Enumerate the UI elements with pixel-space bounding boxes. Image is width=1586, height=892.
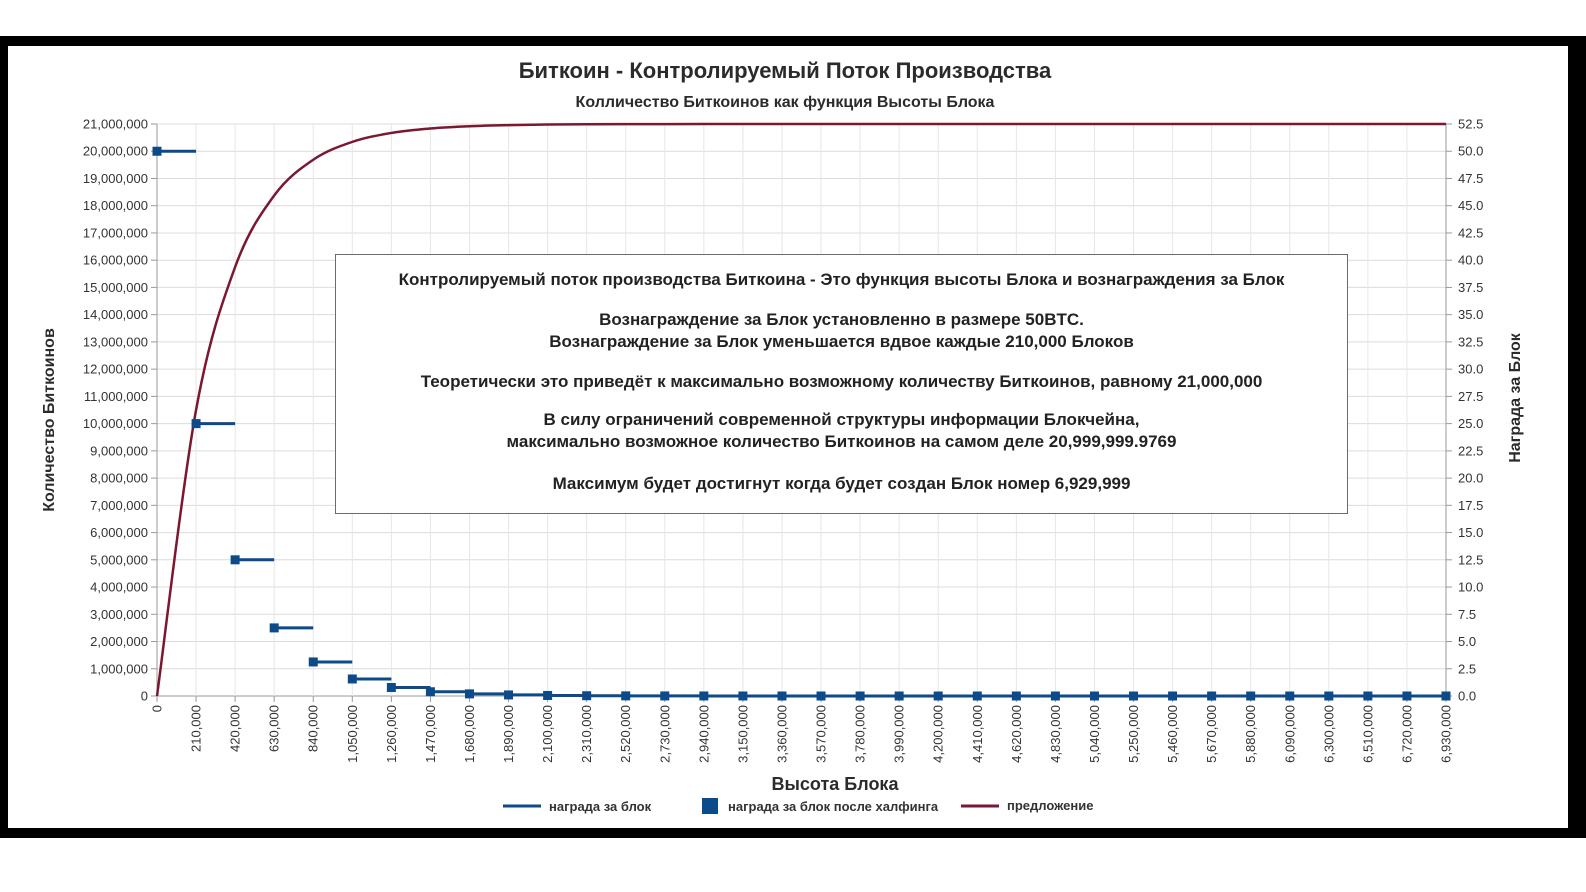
halving-marker <box>856 691 865 700</box>
y-tick-label-left: 8,000,000 <box>90 470 148 486</box>
halving-marker <box>1012 691 1021 700</box>
x-tick-label: 4,410,000 <box>969 705 985 763</box>
y-tick-label-left: 6,000,000 <box>90 525 148 541</box>
y-tick-label-right: 2.5 <box>1458 661 1477 677</box>
legend-label-reward: награда за блок <box>549 799 652 814</box>
x-tick-label: 420,000 <box>227 705 243 752</box>
legend-label-supply: предложение <box>1007 798 1094 813</box>
y-tick-label-left: 9,000,000 <box>90 443 148 459</box>
halving-marker <box>1246 692 1255 701</box>
legend <box>503 798 1093 814</box>
x-tick-label: 1,680,000 <box>461 705 477 763</box>
y-tick-label-left: 13,000,000 <box>82 334 148 350</box>
chart-title: Биткоин - Контролируемый Поток Производства <box>518 58 1052 83</box>
y-tick-label-right: 45.0 <box>1458 198 1484 214</box>
halving-marker <box>738 691 747 700</box>
x-tick-label: 2,310,000 <box>579 705 595 763</box>
x-tick-label: 6,720,000 <box>1399 705 1415 763</box>
y-tick-label-right: 15.0 <box>1458 525 1484 541</box>
x-tick-label: 4,200,000 <box>930 705 946 763</box>
halving-marker <box>699 691 708 700</box>
y-tick-label-left: 20,000,000 <box>82 143 148 159</box>
halving-marker <box>1207 692 1216 701</box>
y-tick-label-left: 5,000,000 <box>90 552 148 568</box>
y-tick-label-left: 21,000,000 <box>82 116 148 132</box>
y-tick-label-left: 2,000,000 <box>90 634 148 650</box>
halving-marker <box>465 689 474 698</box>
halving-marker <box>1285 692 1294 701</box>
x-tick-label: 1,890,000 <box>501 705 517 763</box>
x-tick-label: 1,260,000 <box>383 705 399 763</box>
halving-marker <box>1363 692 1372 701</box>
x-tick-label: 6,300,000 <box>1321 705 1337 763</box>
halving-marker <box>973 691 982 700</box>
halving-marker <box>270 623 279 632</box>
x-tick-label: 2,940,000 <box>696 705 712 763</box>
y-axis-label-left: Количество Биткоинов <box>41 328 58 512</box>
x-tick-label: 6,930,000 <box>1438 705 1454 763</box>
y-tick-label-left: 4,000,000 <box>90 579 148 595</box>
y-tick-label-right: 0.0 <box>1458 688 1477 704</box>
halving-marker <box>1324 692 1333 701</box>
x-tick-label: 0 <box>149 705 165 713</box>
annotation-line-3: Вознаграждение за Блок уменьшается вдвое каждые 210,000 Блоков <box>549 332 1134 351</box>
x-tick-label: 210,000 <box>188 705 204 752</box>
halving-marker <box>543 691 552 700</box>
y-tick-label-left: 0 <box>140 688 148 704</box>
y-tick-label-left: 3,000,000 <box>90 606 148 622</box>
annotation-line-7: Максимум будет достигнут когда будет создан Блок номер 6,929,999 <box>552 474 1131 493</box>
halving-marker <box>895 691 904 700</box>
x-tick-label: 5,670,000 <box>1204 705 1220 763</box>
y-tick-label-left: 12,000,000 <box>82 361 148 377</box>
legend-label-halving: награда за блок после халфинга <box>728 799 939 814</box>
halving-marker <box>504 690 513 699</box>
y-tick-label-right: 40.0 <box>1458 252 1484 268</box>
halving-marker <box>582 691 591 700</box>
y-tick-label-left: 17,000,000 <box>82 225 148 241</box>
halving-marker <box>192 419 201 428</box>
annotation-box <box>335 254 1348 514</box>
y-tick-label-left: 16,000,000 <box>82 252 148 268</box>
y-tick-label-right: 25.0 <box>1458 416 1484 432</box>
y-tick-label-right: 27.5 <box>1458 388 1484 404</box>
x-tick-label: 5,460,000 <box>1165 705 1181 763</box>
y-tick-label-right: 17.5 <box>1458 497 1484 513</box>
y-axis-label-right: Награда за Блок <box>1507 333 1524 463</box>
x-tick-label: 5,880,000 <box>1243 705 1259 763</box>
annotation-line-6: максимально возможное количество Биткоинов на самом деле 20,999,999.9769 <box>506 432 1177 451</box>
annotation-line-4: Теоретически это приведёт к максимально возможному количеству Биткоинов, равному 21,000,000 <box>420 372 1263 391</box>
x-axis-label: Высота Блока <box>771 774 899 794</box>
halving-marker <box>660 691 669 700</box>
y-tick-label-left: 15,000,000 <box>82 279 148 295</box>
x-tick-label: 2,520,000 <box>618 705 634 763</box>
y-tick-label-right: 37.5 <box>1458 279 1484 295</box>
halving-marker <box>621 691 630 700</box>
chart-subtitle: Колличество Биткоинов как функция Высоты Блока <box>575 94 995 111</box>
x-tick-label: 1,050,000 <box>344 705 360 763</box>
halving-marker <box>777 691 786 700</box>
halving-marker <box>817 691 826 700</box>
y-tick-label-right: 47.5 <box>1458 170 1484 186</box>
x-tick-label: 6,510,000 <box>1360 705 1376 763</box>
halving-marker <box>1402 692 1411 701</box>
y-tick-label-right: 50.0 <box>1458 143 1484 159</box>
y-tick-label-left: 18,000,000 <box>82 198 148 214</box>
annotation-line-1: Контролируемый поток производства Биткоина - Это функция высоты Блока и вознаграждения за Блок <box>398 270 1285 289</box>
x-tick-label: 5,040,000 <box>1086 705 1102 763</box>
x-tick-label: 2,100,000 <box>540 705 556 763</box>
y-tick-label-right: 20.0 <box>1458 470 1484 486</box>
y-tick-label-left: 11,000,000 <box>83 388 148 404</box>
halving-marker <box>1442 692 1451 701</box>
y-tick-label-right: 22.5 <box>1458 443 1484 459</box>
annotation-line-2: Вознаграждение за Блок установленно в размере 50BTC. <box>599 310 1084 329</box>
y-tick-label-left: 7,000,000 <box>90 497 148 513</box>
y-tick-label-right: 10.0 <box>1458 579 1484 595</box>
x-tick-label: 3,360,000 <box>774 705 790 763</box>
y-tick-label-left: 19,000,000 <box>82 170 148 186</box>
x-tick-label: 5,250,000 <box>1126 705 1142 763</box>
x-tick-label: 3,570,000 <box>813 705 829 763</box>
halving-marker <box>309 657 318 666</box>
halving-marker <box>1051 691 1060 700</box>
x-tick-label: 630,000 <box>266 705 282 752</box>
y-tick-label-left: 1,000,000 <box>90 661 148 677</box>
halving-marker <box>1129 692 1138 701</box>
x-tick-label: 3,990,000 <box>891 705 907 763</box>
y-tick-label-left: 14,000,000 <box>82 307 148 323</box>
y-tick-label-right: 35.0 <box>1458 307 1484 323</box>
halving-marker <box>426 687 435 696</box>
x-tick-label: 840,000 <box>305 705 321 752</box>
annotation-line-5: В силу ограничений современной структуры информации Блокчейна, <box>543 410 1140 429</box>
y-tick-label-left: 10,000,000 <box>82 416 148 432</box>
x-tick-label: 6,090,000 <box>1282 705 1298 763</box>
x-tick-label: 3,150,000 <box>735 705 751 763</box>
halving-marker <box>1168 692 1177 701</box>
y-tick-label-right: 52.5 <box>1458 116 1484 132</box>
halving-marker <box>1090 691 1099 700</box>
halving-marker <box>348 674 357 683</box>
x-tick-label: 1,470,000 <box>422 705 438 763</box>
legend-swatch-halving <box>702 798 718 814</box>
x-tick-label: 2,730,000 <box>657 705 673 763</box>
halving-marker <box>934 691 943 700</box>
y-tick-label-right: 42.5 <box>1458 225 1484 241</box>
x-tick-label: 4,620,000 <box>1008 705 1024 763</box>
x-tick-label: 4,830,000 <box>1047 705 1063 763</box>
y-tick-label-right: 12.5 <box>1458 552 1484 568</box>
x-tick-label: 3,780,000 <box>852 705 868 763</box>
halving-marker <box>231 555 240 564</box>
y-tick-label-right: 5.0 <box>1458 634 1477 650</box>
halving-marker <box>153 147 162 156</box>
y-tick-label-right: 7.5 <box>1458 606 1477 622</box>
halving-marker <box>387 683 396 692</box>
y-tick-label-right: 32.5 <box>1458 334 1484 350</box>
y-tick-label-right: 30.0 <box>1458 361 1484 377</box>
